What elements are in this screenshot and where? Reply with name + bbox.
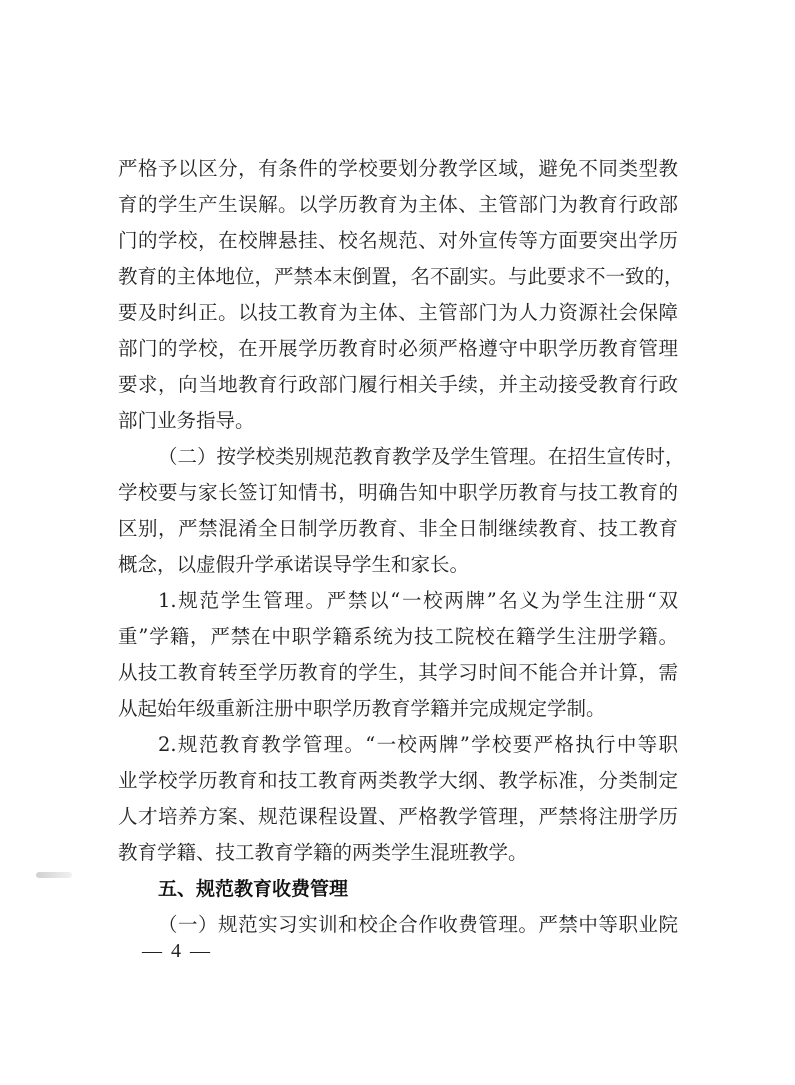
paragraph-line: 教育学籍、技工教育学籍的两类学生混班教学。 [118,841,528,864]
paragraph-line: 部门的学校，在开展学历教育时必须严格遵守中职学历教育管理 [118,337,678,360]
section-heading: 五、规范教育收费管理 [158,878,349,900]
scan-margin-mark [36,872,72,878]
paragraph-line: 从起始年级重新注册中职学历教育学籍并完成规定学制。 [118,697,606,720]
subsection-line: （一）规范实习实训和校企合作收费管理。严禁中等职业院 [158,913,678,936]
paragraph-line: 2.规范教育教学管理。“一校两牌”学校要严格执行中等职 [158,733,678,756]
paragraph-line: 重”学籍，严禁在中职学籍系统为技工院校在籍学生注册学籍。 [118,625,678,648]
paragraph-line: 育的学生产生误解。以学历教育为主体、主管部门为教育行政部 [118,193,678,216]
paragraph-line: 从技工教育转至学历教育的学生，其学习时间不能合并计算，需 [118,661,678,684]
paragraph-line: 门的学校，在校牌悬挂、校名规范、对外宣传等方面要突出学历 [118,229,678,252]
paragraph-line: 人才培养方案、规范课程设置、严格教学管理，严禁将注册学历 [118,805,678,828]
paragraph-line: 学校要与家长签订知情书，明确告知中职学历教育与技工教育的 [118,481,678,504]
paragraph-line: （二）按学校类别规范教育教学及学生管理。在招生宣传时， [158,445,685,468]
page-number: — 4 — [142,940,212,962]
paragraph-line: 严格予以区分，有条件的学校要划分教学区域，避免不同类型教 [118,157,678,180]
paragraph-line: 教育的主体地位，严禁本末倒置，名不副实。与此要求不一致的， [118,265,684,288]
paragraph-line: 1.规范学生管理。严禁以“一校两牌”名义为学生注册“双 [158,589,678,612]
paragraph-line: 要及时纠正。以技工教育为主体、主管部门为人力资源社会保障 [118,301,678,324]
document-body [118,151,685,943]
paragraph-line: 部门业务指导。 [118,409,255,432]
paragraph-line: 业学校学历教育和技工教育两类教学大纲、教学标准，分类制定 [118,769,678,792]
paragraph-line: 概念，以虚假升学承诺误导学生和家长。 [118,553,470,576]
paragraph-line: 要求，向当地教育行政部门履行相关手续，并主动接受教育行政 [118,373,678,396]
paragraph-line: 区别，严禁混淆全日制学历教育、非全日制继续教育、技工教育 [118,517,678,540]
